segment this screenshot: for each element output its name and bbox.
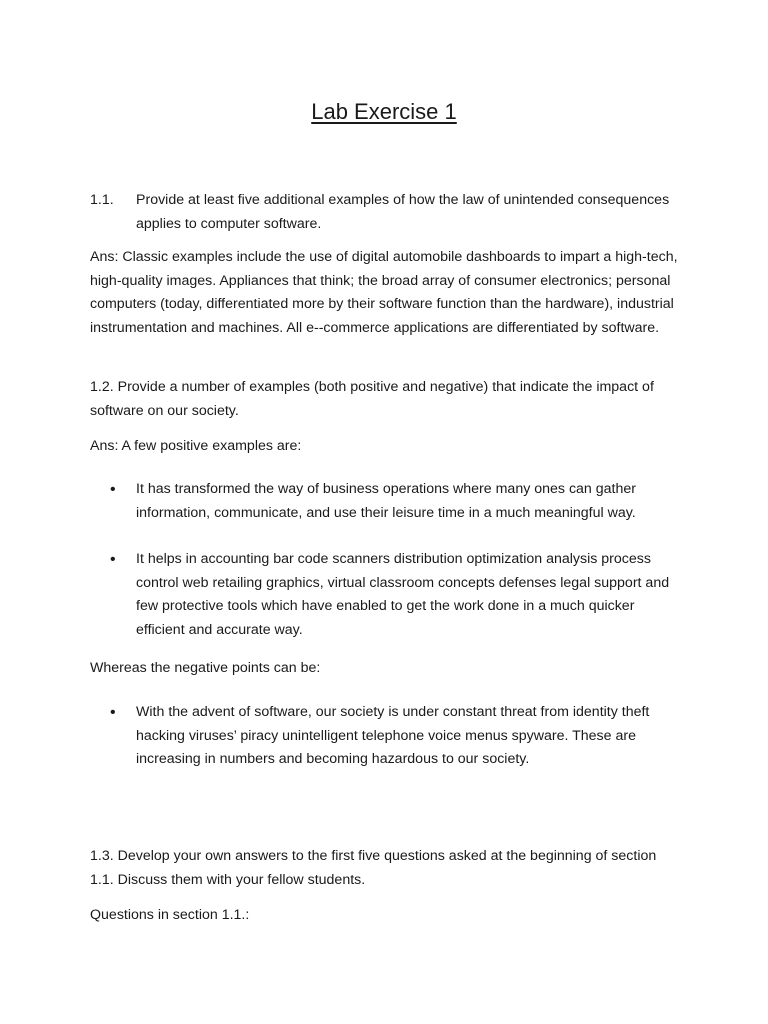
bullet-icon: • [110,704,116,721]
answer-1-1: Ans: Classic examples include the use of digital automobile dashboards to impart a high-tech, high-quality images. Appliances that think; the broad array of consumer electronics; personal computers (today, differentiated more by their software function than the hardware), industrial instrumentation and machines. All e--commerce applications are differentiated by software. [90,249,678,336]
questions-heading: Questions in section 1.1.: [90,907,250,923]
positive-bullet-2-text: It helps in accounting bar code scanners distribution optimization analysis process control web retailing graphics, virtual classroom concepts defenses legal support and few protective tools which have enabled to get the work done in a much quicker efficient and accurate way. [136,551,670,638]
question-1-3: 1.3. Develop your own answers to the first five questions asked at the beginning of section 1.1. Discuss them with your fellow students. [90,848,657,888]
question-1-2: 1.2. Provide a number of examples (both positive and negative) that indicate the impact of software on our society. [90,379,654,419]
positive-bullet-2 [110,548,676,642]
bullet-icon: • [110,481,116,498]
negative-bullet-1 [110,701,676,772]
question-1-1-text: Provide at least five additional examples of how the law of unintended consequences applies to computer software. [136,192,670,232]
positive-bullet-1 [110,478,676,525]
positive-bullet-1-text: It has transformed the way of business operations where many ones can gather information, communicate, and use their leisure time in a much meaningful way. [136,481,636,521]
negative-intro: Whereas the negative points can be: [90,660,321,676]
answer-1-2-intro: Ans: A few positive examples are: [90,438,302,454]
page-title: Lab Exercise 1 [311,99,457,124]
question-1-1 [90,189,680,236]
question-1-1-number: 1.1. [90,192,114,208]
bullet-icon: • [110,551,116,568]
negative-bullet-1-text: With the advent of software, our society is under constant threat from identity theft hacking viruses’ piracy unintelligent telephone voice menus spyware. These are increasing in numbers and becoming hazardous to our society. [136,704,650,767]
